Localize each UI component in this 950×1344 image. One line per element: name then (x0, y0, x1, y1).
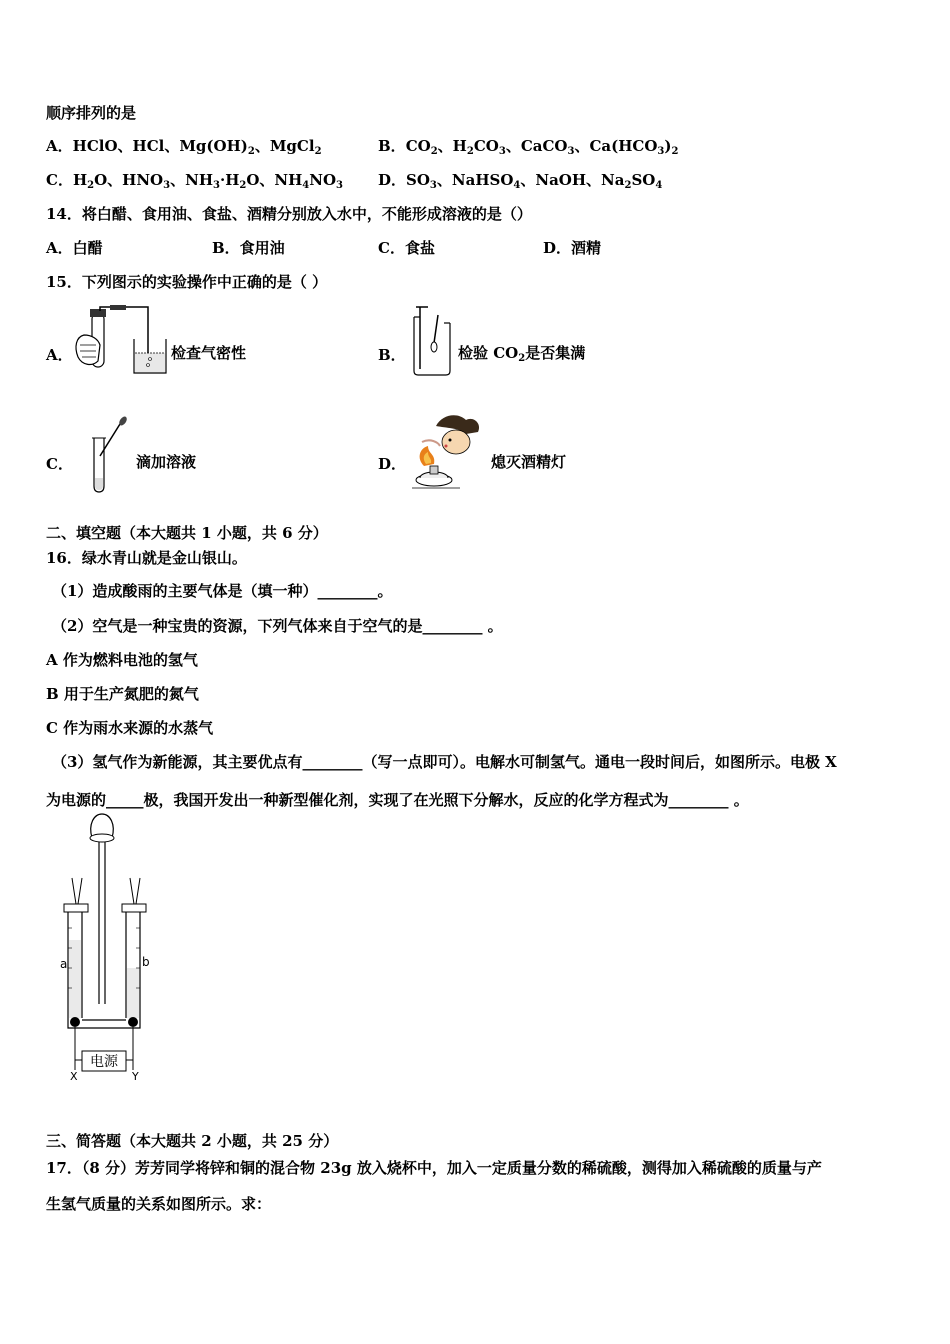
q16-option-a: A 作为燃料电池的氢气 (46, 651, 198, 669)
electrode-label-a: a (60, 957, 68, 971)
option-label: B． (378, 137, 406, 155)
q16-option-c: C 作为雨水来源的水蒸气 (46, 719, 214, 737)
option-label: C． (46, 171, 73, 189)
q16-part-1: （1）造成酸雨的主要气体是（填一种）________。 (52, 582, 393, 600)
q15-option-d-label: D． (378, 455, 407, 473)
q16-option-b: B 用于生产氮肥的氮气 (46, 685, 199, 703)
section-2-title: 二、填空题（本大题共 1 小题，共 6 分） (46, 524, 328, 542)
q15-option-c-label: C． (46, 455, 73, 473)
section-3-title: 三、简答题（本大题共 2 小题，共 25 分） (46, 1132, 339, 1150)
q13-option-b: B．$CO_2$、$H_2CO_3$、CaCO$_3$、$Ca(HCO_3)_2$ (378, 137, 679, 157)
question-13-tail: 顺序排列的是 (46, 104, 137, 122)
question-15-stem: 15．下列图示的实验操作中正确的是（ ） (46, 273, 328, 291)
q14-option-c: C．食盐 (378, 239, 435, 257)
airtightness-check-illustration (70, 305, 170, 377)
blowing-out-lamp-illustration (406, 412, 488, 494)
q13-option-a: A．HClO、HCl、$Mg(OH)_2$、MgCl$_2$ (46, 137, 322, 157)
terminal-label-y: Y (132, 1070, 139, 1083)
co2-collection-check-illustration (406, 305, 456, 377)
option-label: A． (46, 137, 73, 155)
question-17-line-1: 17．（8 分）芳芳同学将锌和铜的混合物 23g 放入烧杯中，加入一定质量分数的稀硫酸，测得加入稀硫酸的质量与产 (46, 1159, 822, 1177)
q15-option-b-label: B． (378, 346, 406, 364)
question-17-line-2: 生氢气质量的关系如图所示。求： (46, 1195, 272, 1213)
q15-option-a-caption: 检查气密性 (171, 344, 247, 362)
q16-part-3-line-2: 为电源的_____极，我国开发出一种新型催化剂，实现了在光照下分解水，反应的化学方程式为________ 。 (46, 791, 749, 809)
q13-option-c: C．$H_2O$、$HNO_3$、$NH_3\cdot H_2O$、$NH_4NO_3$ (46, 171, 344, 191)
q15-option-c-caption: 滴加溶液 (136, 453, 197, 471)
question-16-stem: 16．绿水青山就是金山银山。 (46, 549, 247, 567)
terminal-label-x: X (70, 1070, 78, 1083)
option-label: D． (378, 171, 407, 189)
dropper-illustration (86, 416, 132, 494)
q15-option-b-caption: 检验 $CO_2$是否集满 (458, 344, 586, 364)
q15-option-a-label: A． (46, 346, 73, 364)
q14-option-b: B．食用油 (212, 239, 285, 257)
q15-option-d-caption: 熄灭酒精灯 (491, 453, 567, 471)
q14-option-d: D．酒精 (543, 239, 602, 257)
q16-part-3-line-1: （3）氢气作为新能源，其主要优点有________（写一点即可）。电解水可制氢气。通电一段时间后，如图所示。电极 X (52, 753, 837, 771)
power-supply-label: 电源 (90, 1054, 118, 1070)
electrolysis-apparatus-figure (52, 808, 170, 1084)
q14-option-a: A．白醋 (46, 239, 103, 257)
question-14-stem: 14．将白醋、食用油、食盐、酒精分别放入水中，不能形成溶液的是（） (46, 205, 532, 223)
electrode-label-b: b (142, 955, 150, 969)
q16-part-2: （2）空气是一种宝贵的资源，下列气体来自于空气的是________ 。 (52, 617, 503, 635)
q13-option-d: D．$SO_3$、NaHSO$_4$、NaOH、$Na_2SO_4$ (378, 171, 663, 191)
